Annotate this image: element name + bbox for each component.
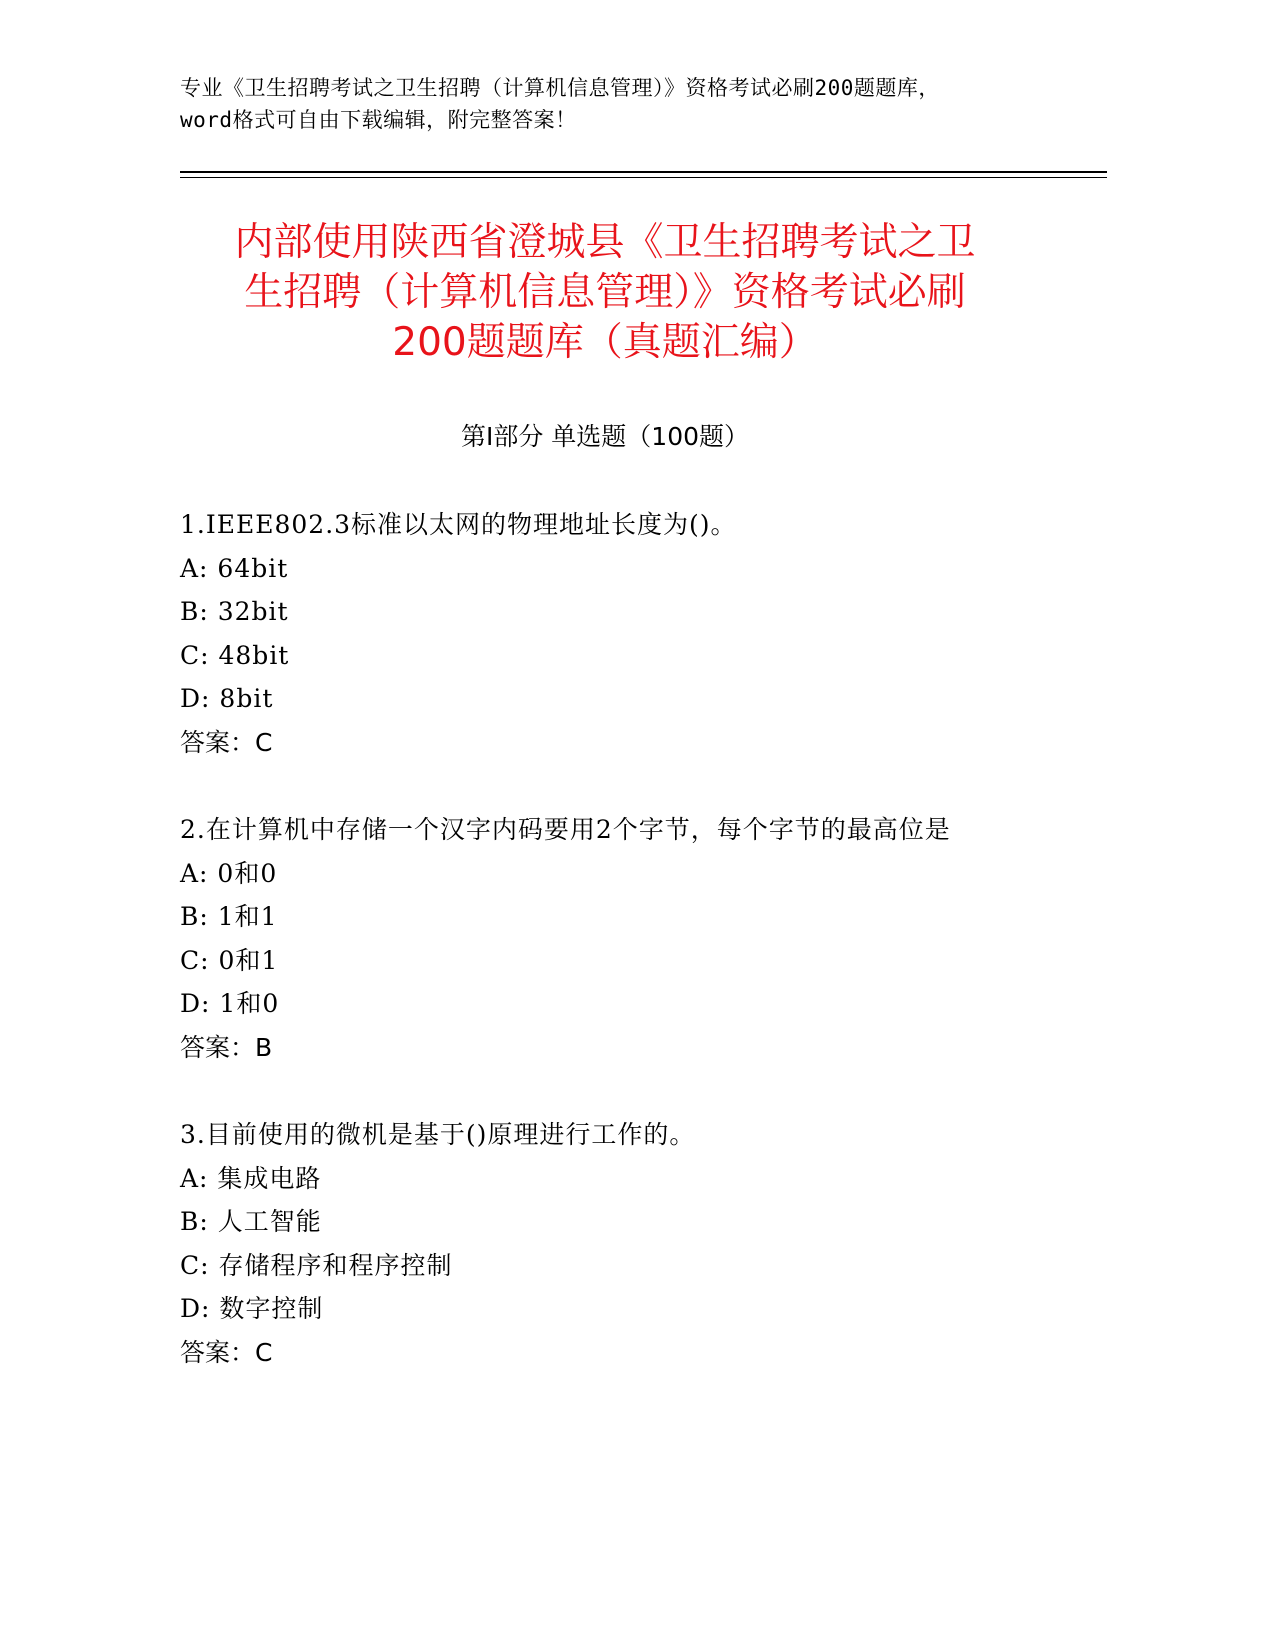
section-heading: 第Ⅰ部分 单选题（100题） [460, 422, 750, 451]
question-3 [180, 1113, 1080, 1374]
divider-thick [180, 171, 1107, 173]
header-note [180, 72, 1110, 136]
option-b: B: 32bit [180, 597, 289, 626]
option-b: B: 1和1 [180, 902, 278, 931]
answer: 答案：C [180, 1337, 273, 1367]
title-line3: 200题题库（真题汇编） [392, 320, 818, 365]
option-a: A: 64bit [180, 553, 289, 583]
divider-thin [180, 177, 1107, 178]
question-stem: 2.在计算机中存储一个汉字内码要用2个字节，每个字节的最高位是 [180, 815, 951, 844]
answer: 答案：C [180, 727, 273, 757]
option-d: D: 数字控制 [180, 1294, 324, 1323]
option-a: A: 0和0 [180, 858, 278, 888]
header-note-line2: word格式可自由下载编辑，附完整答案！ [180, 108, 577, 132]
option-c: C: 存储程序和程序控制 [180, 1250, 453, 1280]
question-stem: 3.目前使用的微机是基于()原理进行工作的。 [180, 1120, 696, 1149]
header-note-line1: 专业《卫生招聘考试之卫生招聘（计算机信息管理）》资格考试必刷200题题库， [180, 76, 940, 100]
title-line1: 内部使用陕西省澄城县《卫生招聘考试之卫 [234, 220, 976, 265]
option-c: C: 0和1 [180, 945, 279, 975]
option-c: C: 48bit [180, 640, 290, 670]
question-stem: 1.IEEE802.3标准以太网的物理地址长度为()。 [180, 510, 737, 539]
question-1 [180, 503, 1080, 764]
answer: 答案：B [180, 1032, 273, 1062]
option-d: D: 8bit [180, 684, 274, 713]
question-2 [180, 808, 1080, 1069]
option-d: D: 1和0 [180, 989, 280, 1018]
document-title [180, 218, 1030, 368]
option-b: B: 人工智能 [180, 1207, 322, 1236]
title-line2: 生招聘（计算机信息管理）》资格考试必刷 [244, 270, 966, 315]
question-list [180, 503, 1080, 1418]
option-a: A: 集成电路 [180, 1163, 322, 1193]
